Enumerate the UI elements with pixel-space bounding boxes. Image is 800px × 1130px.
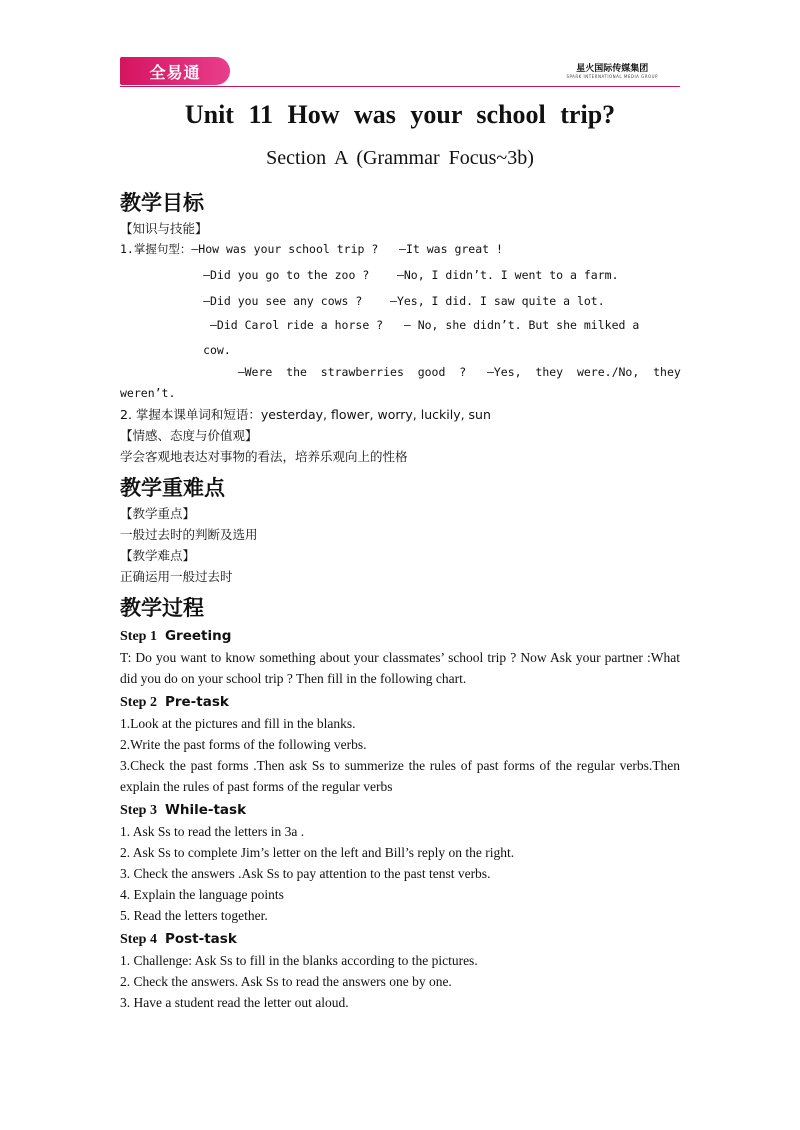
step-heading [120, 626, 680, 647]
label-emotion-values: 【情感、态度与价值观】 [120, 428, 258, 443]
page-title: Unit 11 How was your school trip? [184, 100, 616, 129]
step-heading [120, 800, 680, 821]
objective-line: cow. [120, 343, 231, 357]
list-item: 2. Check the answers. Ask Ss to read the answers one by one. [120, 974, 452, 989]
list-item: 1.Look at the pictures and fill in the blanks. [120, 716, 356, 731]
label-key-point: 【教学重点】 [120, 506, 196, 521]
page-header [120, 57, 680, 87]
step-label: Step 1 [120, 629, 157, 644]
brand-name-cn: 星火国际传媒集团 [576, 64, 649, 74]
step-label: Step 4 [120, 932, 157, 947]
brand-name-en: SPARK INTERNATIONAL MEDIA GROUP [566, 74, 658, 79]
document-body [120, 188, 680, 1013]
step-label: Step 2 [120, 695, 157, 710]
key-point-text: 一般过去时的判断及选用 [120, 527, 258, 542]
label-knowledge-skills: 【知识与技能】 [120, 221, 208, 236]
step-name: Greeting [164, 628, 232, 644]
list-item: 5. Read the letters together. [120, 908, 268, 923]
objective-line: —Did you see any cows ? —Yes, I did. I saw quite a lot. [120, 294, 605, 308]
list-item: 3.Check the past forms .Then ask Ss to summerize the rules of past forms of the regular verbs.Then explain the rules of past forms of the regular verbs [120, 758, 680, 794]
objective-line: —Did you go to the zoo ? —No, I didn’t. I went to a farm. [120, 268, 619, 282]
list-item: 2. Ask Ss to complete Jim’s letter on the left and Bill’s reply on the right. [120, 845, 515, 860]
step-heading [120, 929, 680, 950]
step-name: Post-task [164, 931, 237, 947]
step-name: Pre-task [164, 694, 229, 710]
header-divider [120, 86, 680, 87]
list-item: 1. Challenge: Ask Ss to fill in the blanks according to the pictures. [120, 953, 478, 968]
logo-text: 全易通 [149, 62, 201, 82]
publisher-logo [120, 57, 230, 85]
section-heading-key-points: 教学重难点 [120, 476, 225, 500]
objective-line: 2. 掌握本课单词和短语：yesterday, flower, worry, luckily, sun [120, 407, 491, 422]
label-difficult-point: 【教学难点】 [120, 548, 196, 563]
step-name: While-task [164, 802, 247, 818]
page-subtitle: Section A (Grammar Focus~3b) [266, 147, 534, 169]
list-item: 3. Have a student read the letter out aloud. [120, 995, 349, 1010]
list-item: 2.Write the past forms of the following verbs. [120, 737, 367, 752]
section-heading-process: 教学过程 [120, 596, 204, 620]
brand-mark [566, 61, 658, 79]
emotion-text: 学会客观地表达对事物的看法，培养乐观向上的性格 [120, 449, 408, 464]
list-item: 1. Ask Ss to read the letters in 3a . [120, 824, 305, 839]
difficult-point-text: 正确运用一般过去时 [120, 569, 233, 584]
list-item: 3. Check the answers .Ask Ss to pay attention to the past tenst verbs. [120, 866, 491, 881]
objective-line: weren’t. [120, 386, 176, 400]
list-item: 4. Explain the language points [120, 887, 284, 902]
step-text: T: Do you want to know something about your classmates’ school trip ? Now Ask your partner :What did you do on your school trip ? Then fill in the following chart. [120, 650, 680, 686]
objective-line: —Were the strawberries good ? —Yes, they were./No, they [120, 365, 681, 379]
section-heading-objectives: 教学目标 [120, 191, 204, 215]
step-label: Step 3 [120, 803, 157, 818]
objective-line: 1.掌握句型：—How was your school trip ? —It was great ! [120, 242, 503, 256]
objective-line: —Did Carol ride a horse ? — No, she didn’t. But she milked a [120, 318, 640, 332]
step-heading [120, 692, 680, 713]
